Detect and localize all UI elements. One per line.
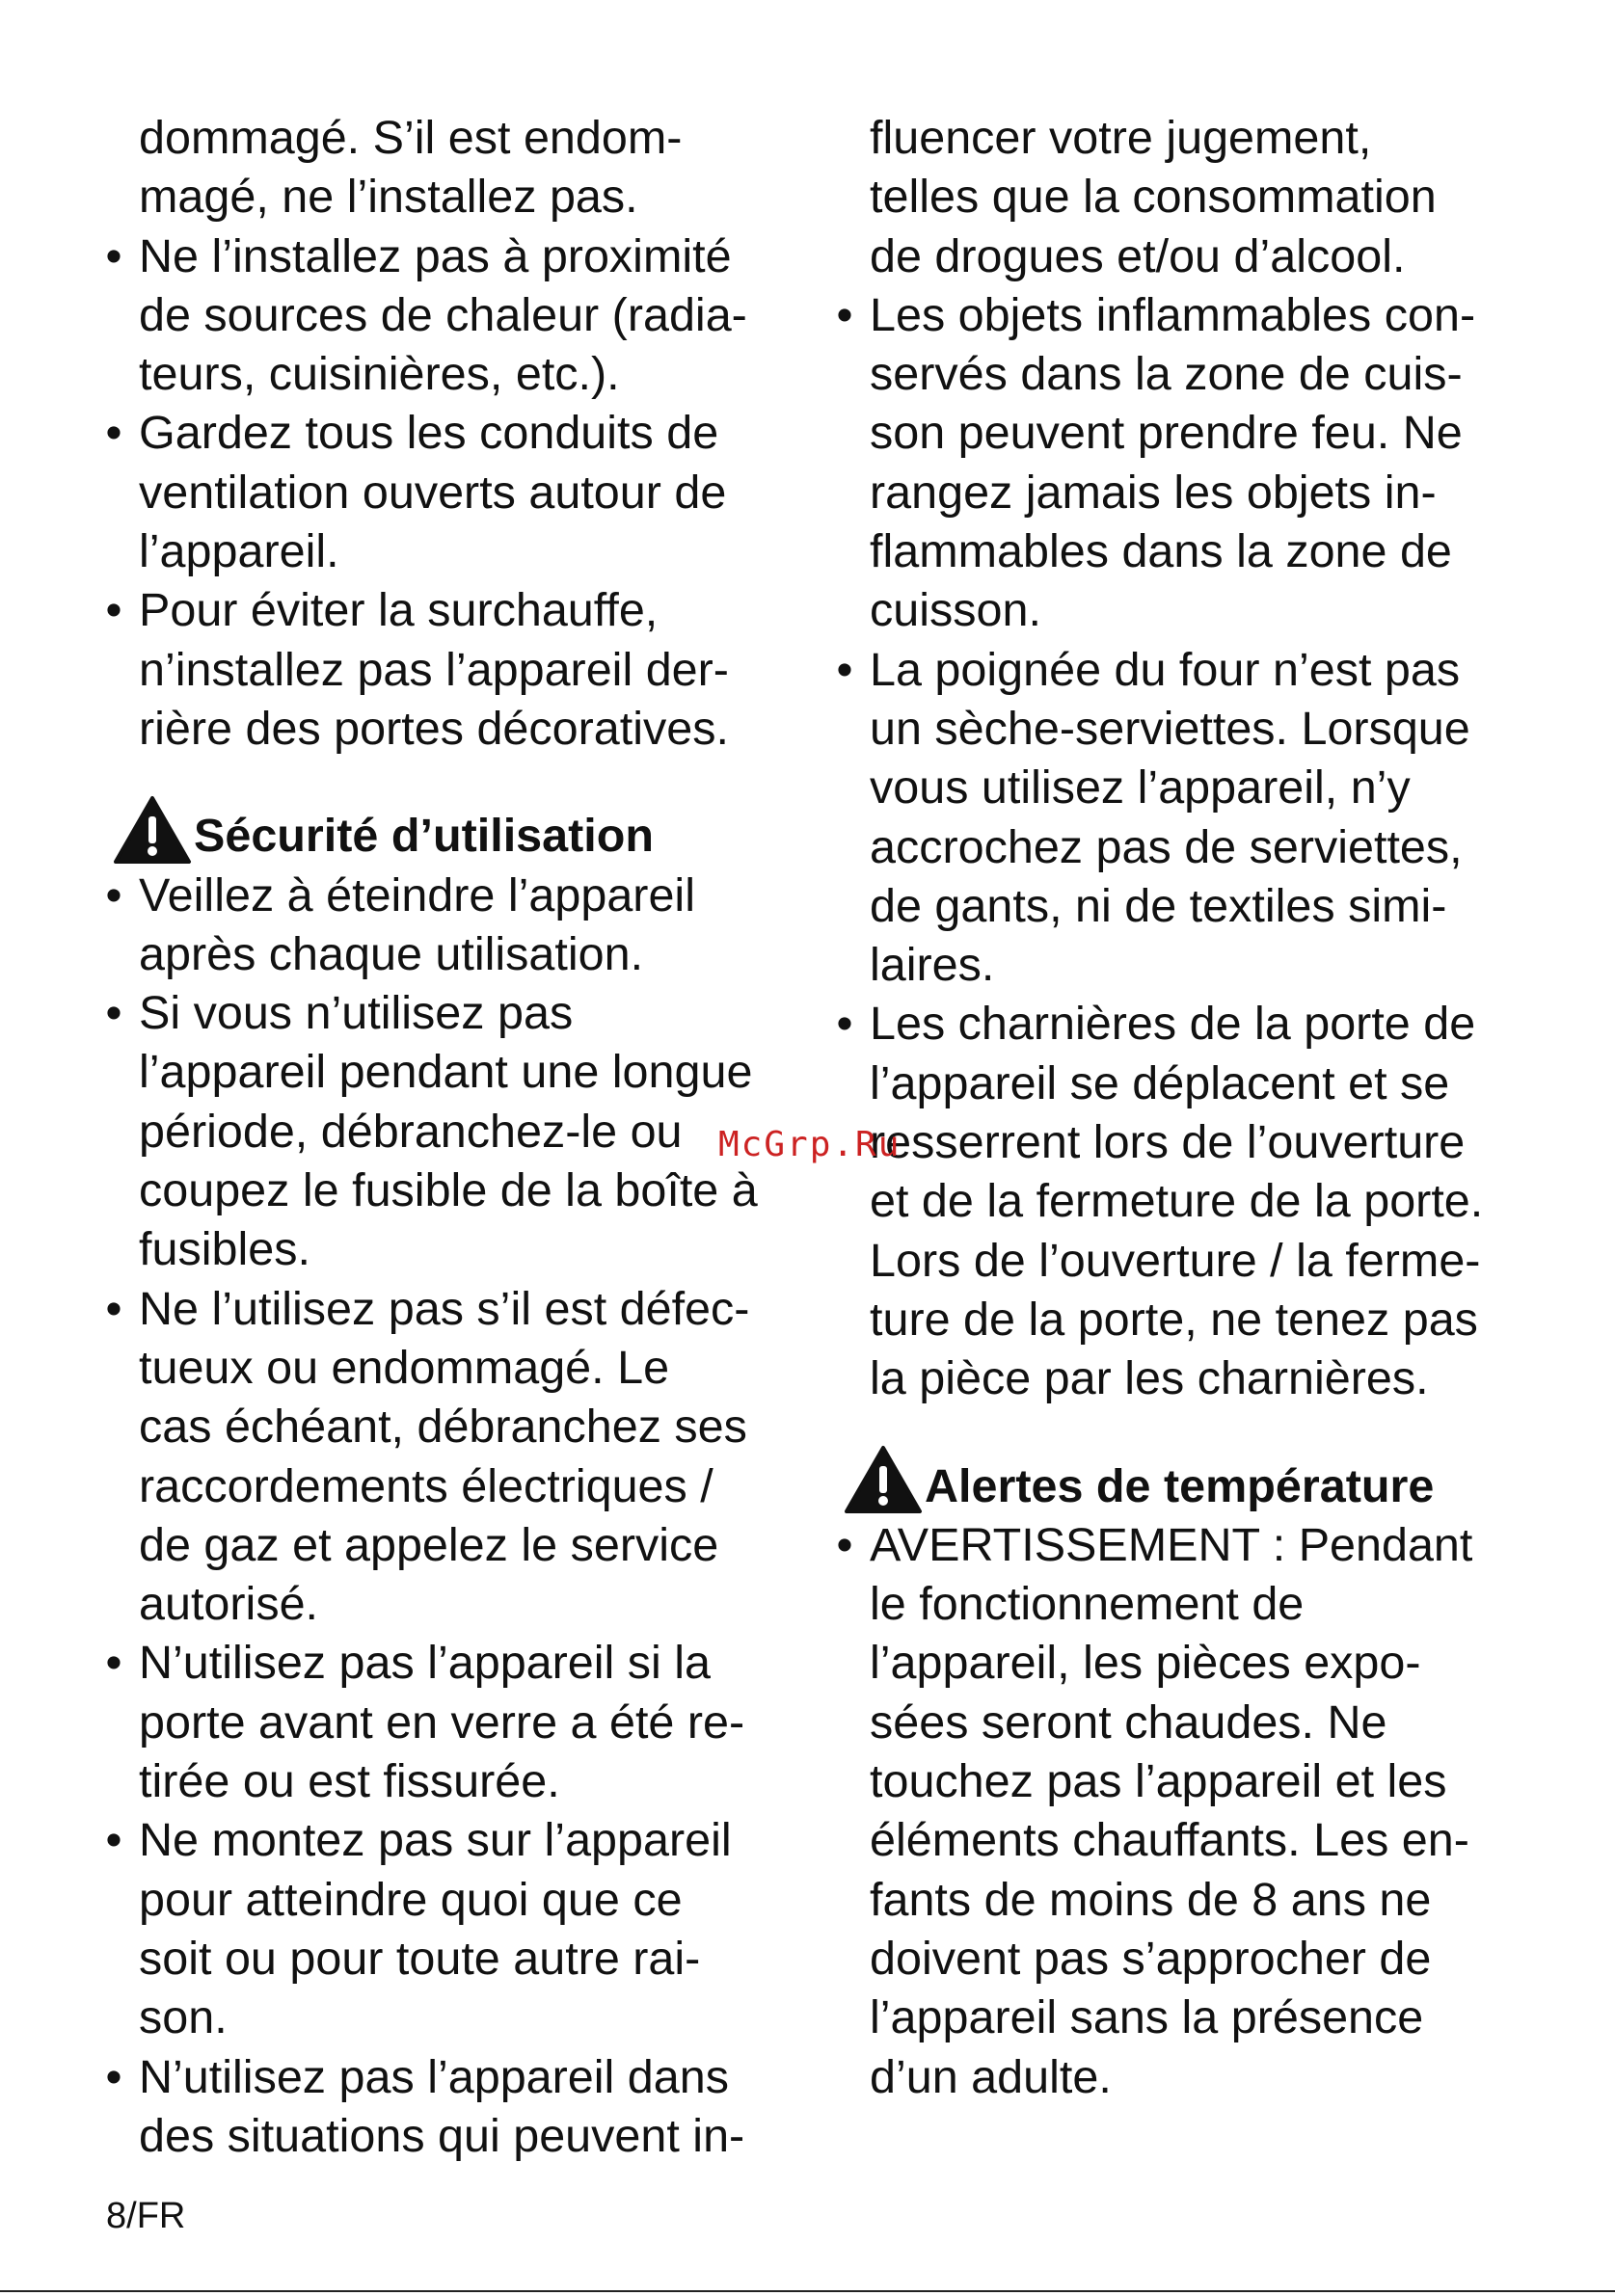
- bullet-line: [105, 227, 794, 286]
- text-line: [870, 1811, 1525, 1870]
- text-line: [139, 464, 794, 522]
- text-line: [139, 1516, 794, 1575]
- line-text: n’installez pas l’appareil der-: [139, 643, 729, 696]
- text-line: [870, 522, 1525, 581]
- line-text: Pour éviter la surchauffe,: [139, 584, 659, 637]
- right-column: [836, 109, 1525, 2107]
- text-line: [870, 1232, 1525, 1291]
- bullet-icon: •: [105, 584, 122, 637]
- text-line: [870, 581, 1525, 640]
- heading-text: Sécurité d’utilisation: [194, 810, 654, 863]
- bullet-icon: •: [836, 288, 853, 341]
- bullet-icon: •: [836, 998, 853, 1051]
- bullet-icon: •: [105, 987, 122, 1040]
- line-text: Si vous n’utilisez pas: [139, 987, 574, 1040]
- text-line: [870, 168, 1525, 227]
- bottom-rule: [0, 2290, 1615, 2292]
- line-text: l’appareil.: [139, 525, 339, 578]
- line-text: accrochez pas de serviettes,: [870, 820, 1463, 873]
- line-text: et de la fermeture de la porte.: [870, 1175, 1484, 1228]
- text-line: [870, 404, 1525, 463]
- warning-triangle-icon: [844, 1445, 923, 1514]
- line-text: magé, ne l’installez pas.: [139, 171, 638, 224]
- page-number: 8/FR: [106, 2196, 186, 2236]
- line-text: son.: [139, 1991, 228, 2044]
- text-line: [870, 1349, 1525, 1408]
- text-line: [870, 109, 1525, 168]
- line-text: l’appareil pendant une longue: [139, 1046, 753, 1099]
- line-text: coupez le fusible de la boîte à: [139, 1164, 758, 1217]
- bullet-icon: •: [836, 1518, 853, 1571]
- text-line: [139, 1989, 794, 2047]
- line-text: sées seront chaudes. Ne: [870, 1695, 1387, 1749]
- left-paragraphs-2: [105, 867, 794, 2167]
- left-paragraphs: [105, 109, 794, 759]
- bullet-icon: •: [836, 643, 853, 696]
- line-text: cas échéant, débranchez ses: [139, 1401, 747, 1454]
- line-text: le fonctionnement de: [870, 1578, 1305, 1631]
- line-text: servés dans la zone de cuis-: [870, 348, 1463, 401]
- spacer: [139, 759, 794, 807]
- right-paragraphs: [836, 109, 1525, 1409]
- text-line: [870, 1930, 1525, 1989]
- line-text: Les charnières de la porte de: [870, 998, 1476, 1051]
- line-text: ture de la porte, ne tenez pas: [870, 1293, 1478, 1346]
- line-text: N’utilisez pas l’appareil si la: [139, 1637, 712, 1690]
- line-text: telles que la consommation: [870, 171, 1437, 224]
- bullet-line: [105, 404, 794, 463]
- line-text: période, débranchez-le ou: [139, 1105, 683, 1158]
- line-text: Les objets inflammables con-: [870, 288, 1476, 341]
- text-line: [870, 1752, 1525, 1811]
- line-text: La poignée du four n’est pas: [870, 643, 1461, 696]
- line-text: l’appareil, les pièces expo-: [870, 1637, 1421, 1690]
- text-line: [139, 700, 794, 759]
- line-text: touchez pas l’appareil et les: [870, 1755, 1447, 1808]
- bullet-line: [105, 1634, 794, 1693]
- warning-triangle-icon: [113, 795, 192, 865]
- line-text: tueux ou endommagé. Le: [139, 1341, 670, 1394]
- text-line: [139, 1161, 794, 1220]
- bullet-line: [105, 984, 794, 1043]
- text-line: [870, 936, 1525, 995]
- text-line: [139, 1752, 794, 1811]
- text-line: [870, 1694, 1525, 1752]
- text-line: [870, 464, 1525, 522]
- text-line: [870, 1575, 1525, 1634]
- line-text: laires.: [870, 939, 995, 992]
- line-text: la pièce par les charnières.: [870, 1352, 1429, 1405]
- bullet-icon: •: [105, 1814, 122, 1867]
- line-text: Veillez à éteindre l’appareil: [139, 868, 695, 921]
- line-text: autorisé.: [139, 1578, 319, 1631]
- line-text: vous utilisez l’appareil, n’y: [870, 761, 1411, 814]
- text-line: [139, 2107, 794, 2166]
- line-text: Ne l’installez pas à proximité: [139, 229, 732, 282]
- bullet-line: [836, 995, 1525, 1054]
- left-column: [105, 109, 794, 2166]
- text-line: [870, 227, 1525, 286]
- line-text: de sources de chaleur (radia-: [139, 288, 747, 341]
- line-text: teurs, cuisinières, etc.).: [139, 348, 620, 401]
- line-text: porte avant en verre a été re-: [139, 1695, 745, 1749]
- text-line: [139, 345, 794, 404]
- line-text: rangez jamais les objets in-: [870, 466, 1437, 519]
- text-line: [139, 1339, 794, 1398]
- bullet-line: [105, 581, 794, 640]
- bullet-icon: •: [105, 407, 122, 460]
- bullet-line: [105, 867, 794, 925]
- text-line: [139, 1103, 794, 1161]
- line-text: resserrent lors de l’ouverture: [870, 1116, 1466, 1169]
- bullet-line: [836, 286, 1525, 345]
- spacer: [870, 1409, 1525, 1457]
- line-text: l’appareil se déplacent et se: [870, 1056, 1450, 1109]
- text-line: [139, 522, 794, 581]
- line-text: de gants, ni de textiles simi-: [870, 879, 1447, 932]
- line-text: soit ou pour toute autre rai-: [139, 1932, 701, 1985]
- line-text: cuisson.: [870, 584, 1041, 637]
- line-text: dommagé. S’il est endom-: [139, 112, 683, 164]
- text-line: [870, 1989, 1525, 2047]
- line-text: fusibles.: [139, 1223, 310, 1276]
- line-text: raccordements électriques /: [139, 1459, 713, 1512]
- line-text: un sèche-serviettes. Lorsque: [870, 702, 1470, 755]
- bullet-icon: •: [105, 1637, 122, 1690]
- text-line: [870, 1634, 1525, 1693]
- text-line: [139, 286, 794, 345]
- text-line: [870, 700, 1525, 759]
- line-text: pour atteindre quoi que ce: [139, 1873, 683, 1926]
- text-line: [870, 1172, 1525, 1231]
- text-line: [139, 1043, 794, 1102]
- section-heading-alertes: [870, 1457, 1525, 1516]
- bullet-icon: •: [105, 1282, 122, 1335]
- line-text: après chaque utilisation.: [139, 927, 644, 980]
- line-text: Gardez tous les conduits de: [139, 407, 719, 460]
- line-text: de drogues et/ou d’alcool.: [870, 229, 1406, 282]
- bullet-icon: •: [105, 2050, 122, 2103]
- text-line: [139, 1575, 794, 1634]
- line-text: AVERTISSEMENT : Pendant: [870, 1518, 1473, 1571]
- section-heading-securite: [139, 807, 794, 866]
- line-text: son peuvent prendre feu. Ne: [870, 407, 1463, 460]
- text-line: [870, 345, 1525, 404]
- line-text: éléments chauffants. Les en-: [870, 1814, 1469, 1867]
- text-line: [870, 877, 1525, 936]
- line-text: Ne montez pas sur l’appareil: [139, 1814, 732, 1867]
- line-text: ventilation ouverts autour de: [139, 466, 727, 519]
- text-line: [139, 1220, 794, 1279]
- text-line: [870, 2048, 1525, 2107]
- line-text: Lors de l’ouverture / la ferme-: [870, 1234, 1481, 1287]
- text-line: [139, 641, 794, 700]
- text-line: [139, 168, 794, 227]
- text-line: [139, 925, 794, 984]
- bullet-line: [105, 1280, 794, 1339]
- bullet-line: [836, 1516, 1525, 1575]
- text-line: [139, 1871, 794, 1930]
- bullet-line: [105, 2048, 794, 2107]
- watermark: McGrp.Ru: [718, 1125, 902, 1164]
- text-line: [139, 1457, 794, 1516]
- text-line: [139, 1694, 794, 1752]
- line-text: fluencer votre jugement,: [870, 112, 1372, 164]
- text-line: [139, 1930, 794, 1989]
- line-text: des situations qui peuvent in-: [139, 2109, 745, 2162]
- bullet-icon: •: [105, 868, 122, 921]
- bullet-line: [836, 641, 1525, 700]
- text-line: [870, 1055, 1525, 1113]
- line-text: flammables dans la zone de: [870, 525, 1452, 578]
- line-text: Ne l’utilisez pas s’il est défec-: [139, 1282, 750, 1335]
- right-paragraphs-2: [836, 1516, 1525, 2107]
- bullet-icon: •: [105, 229, 122, 282]
- text-line: [870, 759, 1525, 817]
- text-line: [139, 109, 794, 168]
- heading-text: Alertes de température: [925, 1459, 1435, 1512]
- line-text: l’appareil sans la présence: [870, 1991, 1424, 2044]
- text-line: [139, 1398, 794, 1456]
- line-text: fants de moins de 8 ans ne: [870, 1873, 1432, 1926]
- text-line: [870, 818, 1525, 877]
- text-line: [870, 1113, 1525, 1172]
- line-text: tirée ou est fissurée.: [139, 1755, 560, 1808]
- text-line: [870, 1871, 1525, 1930]
- line-text: rière des portes décoratives.: [139, 702, 729, 755]
- text-line: [870, 1291, 1525, 1349]
- line-text: N’utilisez pas l’appareil dans: [139, 2050, 729, 2103]
- line-text: de gaz et appelez le service: [139, 1518, 719, 1571]
- line-text: doivent pas s’approcher de: [870, 1932, 1432, 1985]
- bullet-line: [105, 1811, 794, 1870]
- line-text: d’un adulte.: [870, 2050, 1112, 2103]
